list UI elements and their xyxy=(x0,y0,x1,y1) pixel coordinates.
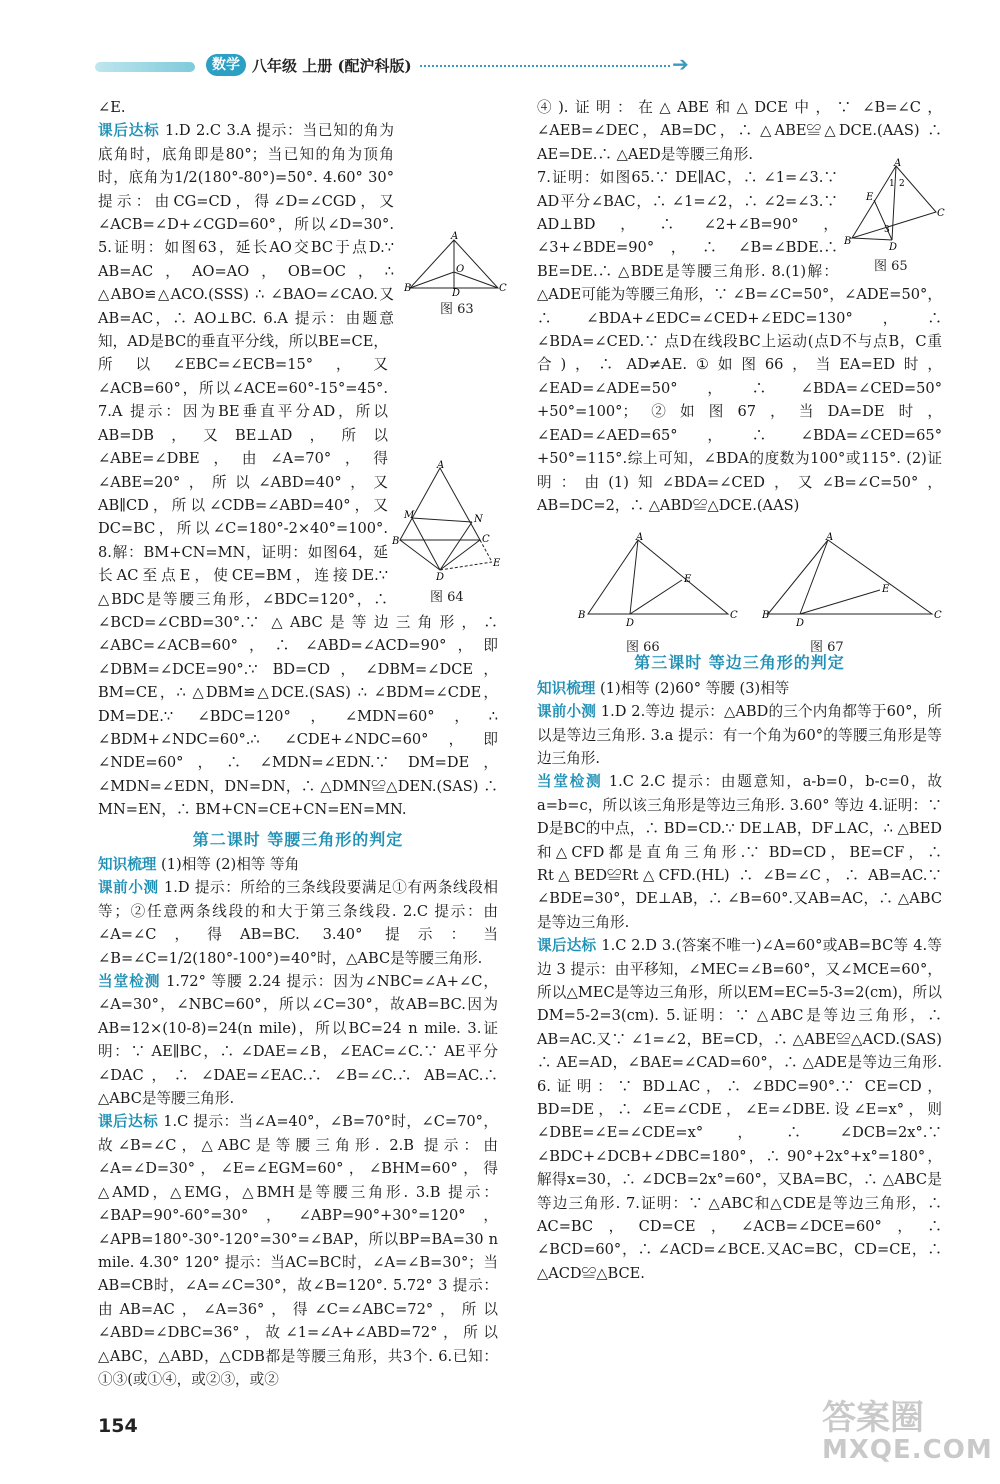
paragraph-text: 1.72° 等腰 2.24 提示：因为∠NBC=∠A+∠C，∠A=30°，∠NBC=60°，所以∠C=30°，故AB=BC.因为AB=12×(10-8)=24(n mile)，所以BC=24 n mile. 3.证明：∵ AE∥BC，∴ ∠DAE=∠B，∠EAC=∠C.∵ AE平分∠DAC，∴ ∠DAE=∠EAC.∴ ∠B=∠C.∴ AB=AC.∴ △ABC是等腰三角形. xyxy=(98,973,498,1108)
svg-text:E: E xyxy=(866,192,874,203)
svg-text:E: E xyxy=(493,558,501,569)
page-header xyxy=(0,46,1000,86)
section-label: 课后达标 xyxy=(537,937,597,955)
svg-text:C: C xyxy=(934,610,942,621)
watermark xyxy=(822,1400,993,1464)
section-label: 知识梳理 xyxy=(98,856,157,873)
figure-67 xyxy=(762,534,942,630)
svg-text:D: D xyxy=(796,618,805,629)
answer-paragraph xyxy=(537,677,942,700)
section-title: 第二课时 等腰三角形的判定 xyxy=(192,829,404,849)
right-column xyxy=(537,96,942,1285)
svg-text:D: D xyxy=(889,242,898,253)
svg-text:B: B xyxy=(844,236,852,247)
svg-text:M: M xyxy=(404,510,415,521)
svg-text:B: B xyxy=(404,283,412,294)
paragraph-text: 1.C 2.C 提示：由题意知，a-b=0，b-c=0，故a=b=c，所以该三角形是等边三角形. 3.60° 等边 4.证明：∵ D是BC的中点，∴ BD=CD.∵ DE⊥AB，DF⊥AC，∴ △BED和△CFD都是直角三角形.∵ BD=CD，BE=CF，∴ Rt△BED≌Rt△CFD.(HL) ∴ ∠B=∠C，∴ AB=AC.∵ ∠BDE=30°，DE⊥AB，∴ ∠B=60°.又AB=AC，∴ △ABC是等边三角形. xyxy=(537,773,942,931)
section-label: 当堂检测 xyxy=(98,973,161,991)
svg-text:A: A xyxy=(451,231,459,242)
header-title: 八年级 上册 (配沪科版) xyxy=(252,57,412,75)
section-title: 第三课时 等边三角形的判定 xyxy=(634,653,845,673)
answer-paragraph xyxy=(537,770,942,934)
figure-65-caption: 图 65 xyxy=(874,259,908,274)
svg-text:E: E xyxy=(684,574,692,585)
section-label: 课前小测 xyxy=(98,879,159,897)
paragraph-text: 7.证明：如图65.∵ DE∥AC，∴ ∠1=∠3.∵ AD平分∠BAC，∴ ∠1=∠2，∴ ∠2=∠3.∵ AD⊥BD，∴ ∠2+∠B=90°，∠3+∠BDE=90°，∴ ∠B=∠BDE.∴ BE=DE.∴ △BDE是等腰三角形. 8.(1)解：△ADE可能为等腰三角形，∵ ∠B=∠C=50°，∠ADE=50°，∴ ∠BDA+∠EDC=∠CED+∠EDC=130°，∴ ∠BDA=∠CED.∵ 点D在线段BC上运动(点D不与点B，C重合)，∴ AD≠AE.①如图66，当EA=ED时，∠EAD=∠ADE=50°，∴ ∠BDA=∠CED=50°+50°=100°；②如图67，当DA=DE时，∠EAD=∠AED=65°，∴ ∠BDA=∠CED=65°+50°=115°.综上可知，∠BDA的度数为100°或115°. (2)证明：由(1)知∠BDA=∠CED，又∠B=∠C=50°，AB=DC=2，∴ △ABD≌△DCE.(AAS) xyxy=(537,169,942,514)
svg-text:N: N xyxy=(474,514,483,525)
answer-paragraph xyxy=(537,96,942,166)
svg-text:A: A xyxy=(826,532,834,543)
arrow-right-icon: ➔ xyxy=(672,52,689,76)
paragraph-text: (1)相等 (2)60° 等腰 (3)相等 xyxy=(600,679,790,697)
svg-text:C: C xyxy=(937,208,945,219)
paragraph-text: (1)相等 (2)相等 等角 xyxy=(161,856,300,873)
answer-paragraph xyxy=(537,934,942,1285)
section-label: 课前小测 xyxy=(537,703,597,721)
figure-65 xyxy=(844,160,944,252)
svg-text:E: E xyxy=(882,584,890,595)
header-decoration xyxy=(95,62,195,72)
answer-paragraph xyxy=(98,970,498,1110)
figure-63 xyxy=(404,231,507,299)
answer-paragraph xyxy=(98,1110,498,1391)
page-number: 154 xyxy=(98,1415,138,1437)
figure-66-caption: 图 66 xyxy=(626,640,660,655)
svg-text:2: 2 xyxy=(899,179,905,189)
paragraph-text: 1.D 2.C 3.A 提示：当已知的角为底角时，底角即是80°；当已知的角为顶角时，底角为1/2(180°-80°)=50°. 4.60° 30° 提示：由CG=CD，得∠D=∠CGD，又∠ACB=∠D+∠CGD=60°，所以∠D=30°. 5.证明：如图63，延长AO交BC于点D.∵ AB=AC，AO=AO，OB=OC，∴ △ABO≌△ACO.(SSS) ∴ ∠BAO=∠CAO.又AB=AC，∴ AO⊥BC. 6.A 提示：由题意知，AD是BC的垂直平分线，所以BE=CE，所以∠EBC=∠ECB=15°，又∠ACB=60°，所以∠ACE=60°-15°=45°. 7.A 提示：因为BE垂直平分AD，所以AB=DB，又BE⊥AD，所以∠ABE=∠DBE，由∠A=70°，得∠ABE=20°，所以∠ABD=40°，又AB∥CD，所以∠CDB=∠ABD=40°，又DC=BC，所以∠C=180°-2×40°=100°. 8.解：BM+CN=MN，证明：如图64，延长AC至点E，使CE=BM，连接DE.∵ △BDC是等腰三角形，∠BDC=120°，∴ ∠BCD=∠CBD=30°.∵ △ABC是等边三角形，∴ ∠ABC=∠ACB=60°，∴ ∠ABD=∠ACD=90°，即∠DBM=∠DCE=90°.∵ BD=CD，∠DBM=∠DCE，BM=CE，∴ △DBM≌△DCE.(SAS) ∴ ∠BDM=∠CDE，DM=DE.∵ ∠BDC=120°，∠MDN=60°，∴ ∠BDM+∠NDC=60°.∴ ∠CDE+∠NDC=60°，即∠NDE=60°，∴ ∠MDN=∠EDN.∵ DM=DE，∠MDN=∠EDN，DN=DN，∴ △DMN≌△DEN.(SAS) ∴ MN=EN，∴ BM+CN=CE+CN=EN=MN. xyxy=(98,122,499,819)
svg-text:B: B xyxy=(762,610,770,621)
paragraph-text: 1.C 提示：当∠A=40°，∠B=70°时，∠C=70°，故∠B=∠C，△ABC是等腰三角形. 2.B 提示：由∠A=∠D=30°，∠E=∠EGM=60°，∠BHM=60°，得△AMD，△EMG，△BMH是等腰三角形. 3.B 提示：∠BAP=90°-60°=30°，∠ABP=90°+30°=120°，∠APB=180°-30°-120°=30°=∠BAP，所以BP=BA=30 n mile. 4.30° 120° 提示：当AC=BC时，∠A=∠B=30°；当AB=CB时，∠A=∠C=30°，故∠B=120°. 5.72° 3 提示：由AB=AC，∠A=36°，得∠C=∠ABC=72°，所以∠ABD=∠DBC=36°，故∠1=∠A+∠ABD=72°，所以△ABC，△ABD，△CDB都是等腰三角形，共3个. 6.已知：①③(或①④，或②③，或② xyxy=(98,1113,498,1388)
subject-badge: 数学 xyxy=(206,54,246,76)
svg-text:C: C xyxy=(499,283,507,294)
figure-64 xyxy=(392,462,502,582)
paragraph-text: ∠E. xyxy=(98,99,126,116)
answer-paragraph xyxy=(98,853,498,876)
section-label: 当堂检测 xyxy=(537,773,603,791)
svg-text:C: C xyxy=(482,534,490,545)
svg-text:A: A xyxy=(894,158,902,169)
figure-63-caption: 图 63 xyxy=(440,302,474,317)
header-dotted-line xyxy=(420,65,670,67)
answer-paragraph xyxy=(98,96,498,119)
figure-67-caption: 图 67 xyxy=(810,640,844,655)
svg-text:B: B xyxy=(578,610,586,621)
paragraph-text: 1.D 2.等边 提示：△ABD的三个内角都等于60°，所以是等边三角形. 3.a 提示：有一个角为60°的等腰三角形是等边三角形. xyxy=(537,703,942,767)
svg-text:D: D xyxy=(626,618,635,629)
figure-64-caption: 图 64 xyxy=(430,590,464,605)
section-label: 课后达标 xyxy=(98,122,160,140)
svg-text:A: A xyxy=(636,532,644,543)
paragraph-text: 1.C 2.D 3.(答案不唯一)∠A=60°或AB=BC等 4.等边 3 提示：由平移知，∠MEC=∠B=60°，又∠MCE=60°，所以△MEC是等边三角形，所以EM=EC=5-3=2(cm)，所以DM=5-2=3(cm). 5.证明：∵ △ABC是等边三角形，∴ AB=AC.又∵ ∠1=∠2，BE=CD，∴ △ABE≌△ACD.(SAS) ∴ AE=AD，∠BAE=∠CAD=60°，∴ △ADE是等边三角形. 6.证明：∵ BD⊥AC，∴ ∠BDC=90°.∵ CE=CD，BD=DE，∴ ∠E=∠CDE，∠E=∠DBE.设∠E=x°，则∠DBE=∠E=∠CDE=x°，∴ ∠DCB=2x°.∵ ∠BDC+∠DCB+∠DBC=180°，∴ 90°+2x°+x°=180°，解得x=30，∴ ∠DCB=2x°=60°，又BA=BC，∴ △ABC是等边三角形. 7.证明：∵ △ABC和△CDE是等边三角形，∴ AC=BC，CD=CE，∠ACB=∠DCE=60°，∴ ∠BCD=60°，∴ ∠ACD=∠BCE.又AC=BC，CD=CE，∴ △ACD≌△BCE. xyxy=(537,937,943,1282)
svg-text:D: D xyxy=(452,288,461,299)
paragraph-text: 1.D 提示：所给的三条线段要满足①有两条线段相等；②任意两条线段的和大于第三条线段. 2.C 提示：由∠A=∠C，得AB=BC. 3.40° 提示：当∠B=∠C=1/2(180°-100°)=40°时，△ABC是等腰三角形. xyxy=(98,879,498,967)
svg-text:A: A xyxy=(437,460,445,471)
svg-text:C: C xyxy=(730,610,738,621)
svg-text:O: O xyxy=(456,264,465,275)
section-label: 课后达标 xyxy=(98,1113,159,1131)
svg-text:3: 3 xyxy=(884,225,890,235)
svg-text:B: B xyxy=(392,536,400,547)
answer-paragraph xyxy=(537,700,942,770)
watermark-url: MXQE.COM xyxy=(822,1435,993,1465)
svg-text:1: 1 xyxy=(889,179,895,189)
svg-text:D: D xyxy=(436,572,445,583)
paragraph-text: ④).证明：在△ABE和△DCE中，∵ ∠B=∠C，∠AEB=∠DEC，AB=DC，∴ △ABE≌△DCE.(AAS) ∴ AE=DE.∴ △AED是等腰三角形. xyxy=(537,99,942,163)
answer-paragraph xyxy=(98,876,498,970)
figure-66 xyxy=(574,534,742,630)
watermark-logo: 答案圈 xyxy=(822,1398,924,1438)
section-label: 知识梳理 xyxy=(537,679,596,697)
